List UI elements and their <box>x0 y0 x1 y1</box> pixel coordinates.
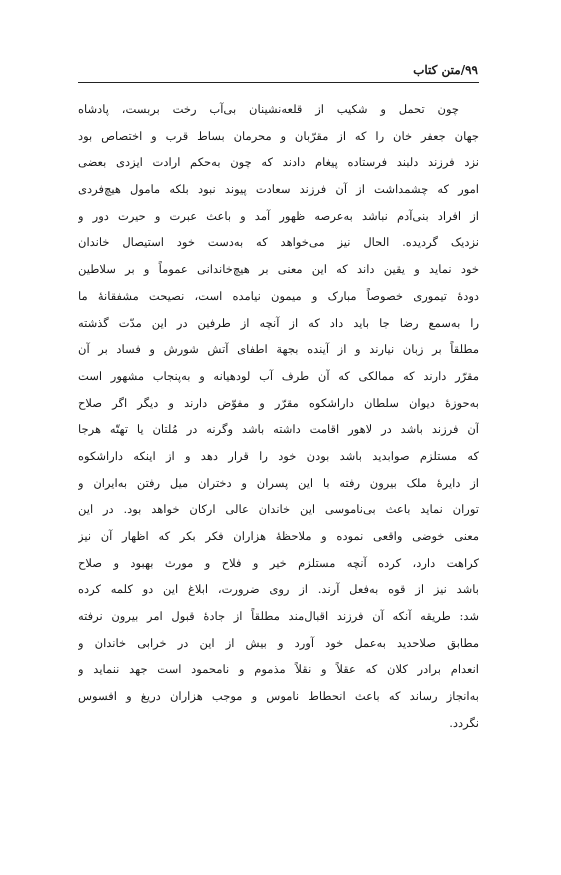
text-line: نزدیک گردیده. الحال نیز می‌خواهد که به‌دست خود استیصال خاندان <box>78 235 479 250</box>
text-line: مطلقاً بر زبان نیارند و از آینده بجهة اطفای آتش شورش و فساد بر آن <box>78 342 479 357</box>
text-line: را به‌سمع رضا جا باید داد که از آنچه از طرفین در این مدّت گذشته <box>78 315 479 330</box>
text-line: مطابق صلاحدید به‌عمل خود آورد و بیش از این در خرابی خاندان و <box>78 635 479 650</box>
text-line: باشد نیز از قوه به‌فعل آرند. از روی ضرورت، ابلاغ این دو کلمه کرده <box>78 582 479 597</box>
text-line: معنی خوضی واقعی نموده و ملاحظهٔ هزاران فکر بکر که اظهار آن نیز <box>78 529 479 543</box>
text-line: چون تحمل و شکیب از قلعه‌نشینان بی‌آب رخت بربست، پادشاه <box>78 102 459 116</box>
running-header <box>78 60 478 80</box>
page-number-and-title: ۹۹/متن کتاب <box>413 63 478 77</box>
text-line: انعدام برادر کلان که عقلاً و نقلاً مذموم و نامحمود است جهد ننماید و <box>78 662 479 677</box>
text-line: دودهٔ تیموری خصوصاً مبارک و میمون نیامده است، نصیحت مشفقانهٔ ما <box>78 288 479 303</box>
text-line: که مستلزم صوابدید باشد بودن خود را قرار دهد و از اینکه داراشکوه <box>78 448 479 463</box>
text-line: از دایرهٔ ملک بیرون رفته با این پسران و دختران میل رفتن به‌ایران و <box>78 475 479 490</box>
text-line: نگردد. <box>449 715 479 730</box>
text-line: آن فرزند باشد در لاهور اقامت داشته باشد وگرنه در مُلتان یا تهتّه هرجا <box>78 422 479 437</box>
text-line: کراهت دارد، کرده آنچه مستلزم خیر و فلاح و مورث بهبود و صلاح <box>78 555 479 570</box>
text-line: جهان جعفر خان را که از مقرّبان و محرمان بساط قرب و اختصاص بود <box>78 128 479 143</box>
main-paragraph <box>78 96 479 737</box>
text-line: مقرّر دارند که ممالکی که آن طرف آب لودهیانه و به‌پنجاب مشهور است <box>78 368 479 383</box>
text-line: به‌انجاز رساند که باعث انحطاط ناموس و موجب هزاران دریغ و افسوس <box>78 689 479 704</box>
text-line: خود نماید و یقین داند که این معنی بر هیچ‌خاندانی عموماً و بر سلاطین <box>78 262 479 277</box>
text-line: از افراد بنی‌آدم نباشد به‌عرصه ظهور آمد و باعث عبرت و حیرت دور و <box>78 208 479 223</box>
text-line: توران نماید باعث بی‌ناموسی این خاندان عالی ارکان خواهد بود. در این <box>78 502 479 517</box>
text-line: نزد فرزند دلبند فرستاده پیغام دادند که چون به‌حکم ارادت ایزدی بعضی <box>78 155 479 170</box>
text-line: به‌حوزهٔ دیوان سلطان داراشکوه مقرّر و مفوّض دارند و دیگر اگر صلاح <box>78 395 479 410</box>
text-line: شد: طریقه آنکه آن فرزند اقبال‌مند مطلقاً از جادهٔ قبول امر بیرون نرفته <box>78 609 479 624</box>
text-line: امور که چشمداشت از آن فرزند سعادت پیوند نبود بلکه مامول هیچ‌فردی <box>78 182 479 197</box>
header-divider <box>78 82 479 83</box>
